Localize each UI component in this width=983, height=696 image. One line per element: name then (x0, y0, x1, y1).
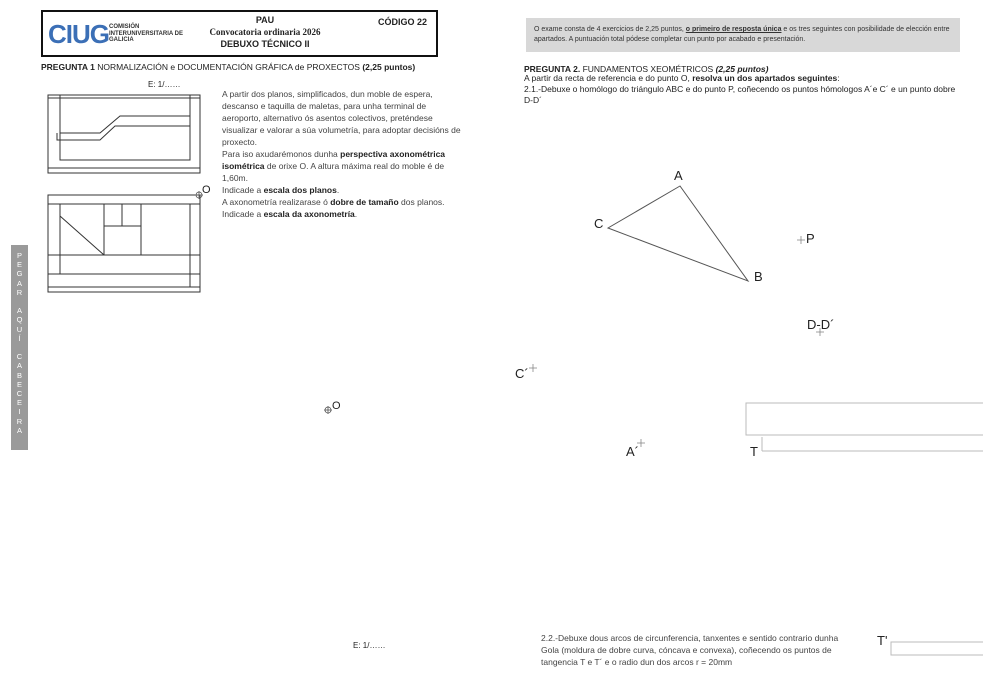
side-tab-letter: Q (16, 315, 23, 325)
q1-text-3c: . (336, 185, 340, 195)
plan-view-drawing (48, 195, 200, 292)
side-tab-letter: C (16, 352, 23, 362)
plan-diagonal (60, 216, 104, 255)
point-c-prime-label: C´ (515, 366, 529, 381)
elevation-inner-profile (60, 95, 190, 160)
gola-upper-box (746, 403, 983, 435)
q1-topic: NORMALIZACIÓN e DOCUMENTACIÓN GRÁFICA de PROXECTOS (94, 62, 363, 72)
side-tab-letter: Í (18, 333, 21, 343)
instructions-emphasis: o primeiro de resposta única (685, 26, 782, 33)
side-tab-letter: A (16, 361, 22, 371)
point-a-label: A (674, 168, 683, 183)
exam-title-line-2: Convocatoria ordinaria 2026 (209, 27, 321, 37)
gola-reference-lines (746, 403, 983, 655)
q1-number: PREGUNTA 1 (41, 62, 95, 72)
point-t-label: T (750, 444, 758, 459)
axonometry-scale-bottom: E: 1/…… (353, 641, 386, 650)
plan-scale-top: E: 1/…… (148, 80, 181, 89)
side-tab-letter: E (16, 398, 22, 408)
point-markers (529, 236, 824, 447)
plan-outline (48, 195, 200, 292)
plan-origin-label: O (202, 184, 211, 196)
q1-text-2c: de orixe O. A altura máxima real do moble é de 1,60m. (222, 161, 445, 183)
side-tab-letter: A (16, 425, 22, 435)
elevation-view-drawing (48, 95, 200, 173)
plan-bench-strip (48, 255, 200, 274)
point-c-label: C (594, 216, 604, 231)
q2-sub-1b: resolva un dos apartados seguintes (692, 73, 838, 83)
point-dd-label: D-D´ (807, 317, 835, 332)
side-tab-letter: R (16, 416, 23, 426)
side-tab-letter: U (16, 324, 23, 334)
q2-option-2-1: 2.1.-Debuxe o homólogo do triángulo ABC e do punto P, coñecendo os puntos hómologos A´e C´ e un punto dobre D-D´ (524, 84, 956, 105)
side-tab-letter: G (16, 269, 23, 279)
q1-text-5a: Indicade a (222, 209, 264, 219)
ciug-logo-text: COMISIÓN INTERUNIVERSITARIA DE GALICIA (109, 24, 184, 43)
side-tab-letter: R (16, 287, 23, 297)
q1-text-5b: escala da axonometría (263, 209, 355, 219)
gola-tp-box (891, 642, 983, 655)
instructions-part-1: O exame consta de 4 exercicios de 2,25 puntos, (534, 26, 686, 33)
q1-text-4b: dobre de tamaño (330, 197, 399, 207)
q1-text-2a: Para iso axudarémonos dunha (222, 149, 341, 159)
q2-sub-1c: : (837, 73, 840, 83)
q1-text-5c: . (354, 209, 358, 219)
elevation-seat-profile (60, 116, 190, 133)
side-tab-letter: E (16, 260, 22, 270)
q2-sub-1a: A partir da recta de referencia e do punto O, (524, 73, 693, 83)
axonometry-origin-label: O (332, 400, 341, 412)
q2-points: (2,25 puntos) (715, 64, 769, 74)
side-tab-letter: B (16, 370, 22, 380)
point-p-label: P (806, 231, 815, 246)
q1-text-1: A partir dos planos, simplificados, dun moble de espera, descanso e taquilla de maletas, para unha terminal de aeroporto, alternativo ós asentos colectivos, preténdese visualizar e valorar a súa volumetría, para adoptar decisións de proxecto. (222, 89, 461, 147)
exam-title-line-3: DEBUXO TÉCNICO II (220, 39, 310, 49)
q2-option-2-2: 2.2.-Debuxe dous arcos de circunferencia, tanxentes e sentido contrario dunha Gola (moldura de dobre curva, cóncava e convexa), coñecendo os puntos de tangencia T e T´ e o radio dun dos arcos r = 20mm (541, 633, 839, 667)
axonometry-origin-marker (324, 406, 332, 414)
q2-topic: FUNDAMENTOS XEOMÉTRICOS (580, 64, 716, 74)
instructions-part-2: e os tres seguintes con posibilidade de elección entre apartados. A puntuación total pódese completar cun punto por acabado e presentación. (534, 26, 950, 43)
q1-points: (2,25 puntos) (362, 62, 416, 72)
q2-number: PREGUNTA 2. (524, 64, 581, 74)
point-b-label: B (754, 269, 763, 284)
q1-text-2b: perspectiva axonométrica isométrica (222, 149, 446, 171)
q1-text-3b: escala dos planos (263, 185, 337, 195)
side-tab-letter: A (16, 278, 22, 288)
q1-text-4a: A axonometría realizarase ó (222, 197, 331, 207)
point-a-prime-label: A´ (626, 444, 639, 459)
side-tab-letter: C (16, 389, 23, 399)
exam-code: CÓDIGO 22 (378, 17, 428, 27)
elevation-outline (48, 95, 200, 173)
triangle-abc (608, 186, 748, 281)
side-tab-letter: P (16, 251, 22, 260)
side-tab-letter: E (16, 379, 22, 389)
q1-text-3a: Indicade a (222, 185, 264, 195)
ciug-logo: CIUG (48, 19, 109, 49)
exam-title-line-1: PAU (255, 15, 275, 25)
q1-text-4c: dos planos. (398, 197, 445, 207)
side-tab-letter: I (18, 407, 21, 417)
point-t-prime-label: T' (877, 633, 888, 648)
side-tab-letter: A (16, 306, 22, 316)
